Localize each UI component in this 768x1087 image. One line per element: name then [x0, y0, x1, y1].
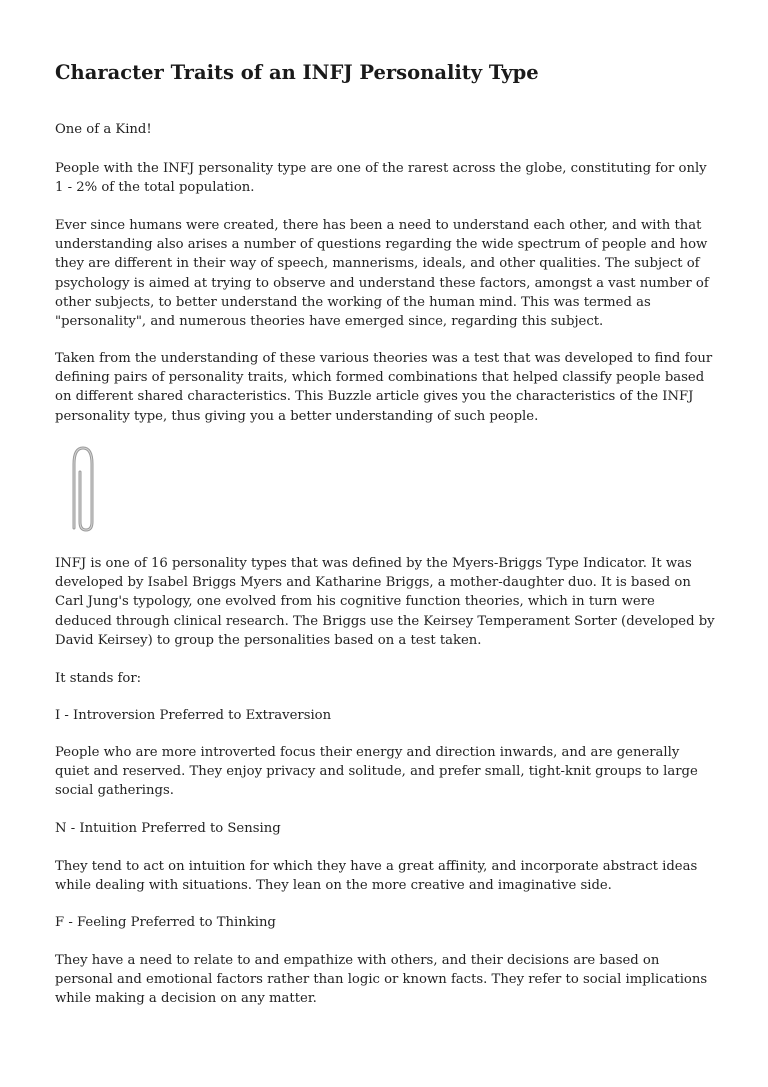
paperclip-icon [67, 442, 95, 536]
heading-introversion: I - Introversion Preferred to Extraversion [55, 708, 332, 723]
paragraph-introversion: People who are more introverted focus their energy and direction inwards, and are generally quiet and reserved. They enjoy privacy and solitude, and prefer small, tight-knit groups to large social gatherings. [55, 745, 698, 799]
heading-intuition: N - Intuition Preferred to Sensing [55, 821, 281, 836]
paragraph-theories: Taken from the understanding of these various theories was a test that was developed to find four defining pairs of personality traits, which formed combinations that helped classify people based on different shared characteristics. This Buzzle article gives you the characteristics of the INFJ personality type, thus giving you a better understanding of such people. [55, 351, 713, 424]
paragraph-feeling: They have a need to relate to and empathize with others, and their decisions are based on personal and emotional factors rather than logic or known facts. They refer to social implications while making a decision on any matter. [55, 953, 708, 1007]
paragraph-stands-for: It stands for: [55, 671, 142, 686]
heading-feeling: F - Feeling Preferred to Thinking [55, 915, 276, 930]
paragraph-rarity: People with the INFJ personality type are one of the rarest across the globe, constituting for only 1 - 2% of the total population. [55, 161, 707, 196]
paragraph-intuition: They tend to act on intuition for which they have a great affinity, and incorporate abstract ideas while dealing with situations. They lean on the more creative and imaginative side. [55, 859, 698, 894]
document-title: Character Traits of an INFJ Personality Type [55, 61, 539, 84]
paragraph-mbti: INFJ is one of 16 personality types that was defined by the Myers-Briggs Type Indicator. It was developed by Isabel Briggs Myers and Katharine Briggs, a mother-daughter duo. It is based on Carl Jung's typology, one evolved from his cognitive function theories, which in turn were deduced through clinical research. The Briggs use the Keirsey Temperament Sorter (developed by David Keirsey) to group the personalities based on a test taken. [55, 556, 715, 648]
paragraph-tagline: One of a Kind! [55, 122, 152, 137]
paragraph-intro: Ever since humans were created, there has been a need to understand each other, and with that understanding also arises a number of questions regarding the wide spectrum of people and how they are different in their way of speech, mannerisms, ideals, and other qualities. The subject of psychology is aimed at trying to observe and understand these factors, amongst a vast number of other subjects, to better understand the working of the human mind. This was termed as "personality", and numerous theories have emerged since, regarding this subject. [55, 218, 709, 330]
